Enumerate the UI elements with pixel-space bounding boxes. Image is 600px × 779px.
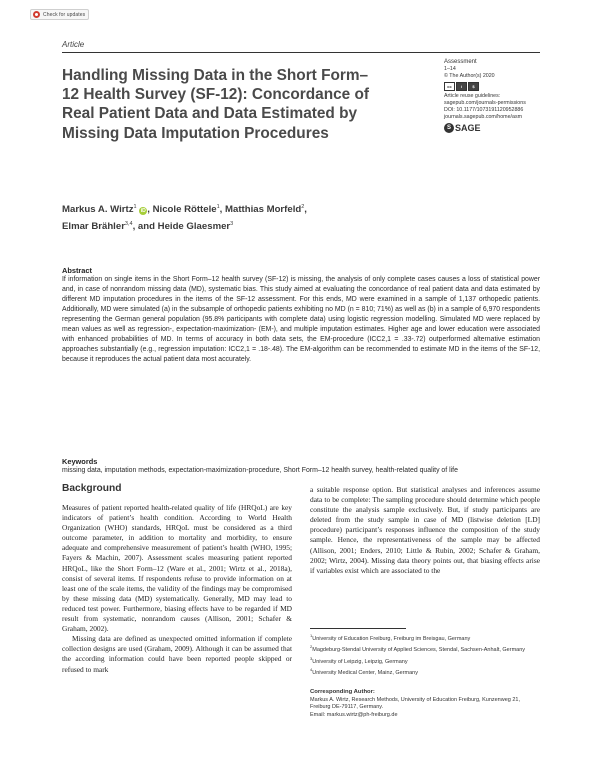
affiliation: $^2$Magdeburg-Stendal University of Applied Sciences, Stendal, Sachsen-Anhalt, Germany — [310, 644, 526, 654]
affiliation: $^3$University of Leipzig, Leipzig, Germany — [310, 655, 408, 665]
paper-title: Handling Missing Data in the Short Form–12 Health Survey (SF-12): Concordance of Real Patient Data and Data Estimated by Missing Data Imputation Procedures — [62, 67, 370, 142]
journal-home-link[interactable]: journals.sagepub.com/home/asm — [444, 114, 523, 120]
author-name: Markus A. Wirtz — [62, 204, 134, 215]
author-list: Markus A. Wirtz$^1$ iD , Nicole Röttele$^1$, Matthias Morfeld$^2$, Elmar Brähler$^{3,4}$, and Heide Glaesmer$^3$ — [62, 204, 307, 232]
update-icon — [33, 11, 40, 18]
author-affil: 2 — [301, 204, 305, 210]
affiliation: $^4$University Medical Center, Mainz, Germany — [310, 667, 418, 677]
footnote-rule — [310, 628, 406, 629]
check-for-updates-badge[interactable] — [30, 9, 89, 20]
affiliations — [310, 632, 540, 678]
publisher-name: SAGE — [455, 122, 481, 133]
journal-name: Assessment — [444, 59, 477, 65]
cc-icon: cc — [444, 82, 455, 91]
author-affil: 1 — [133, 204, 137, 210]
keywords-heading: Keywords — [62, 457, 98, 466]
keywords-text: missing data, imputation methods, expectation-maximization-procedure, Short Form–12 health survey, health-related quality of life — [62, 467, 458, 474]
reuse-guidelines: Article reuse guidelines: — [444, 93, 501, 99]
abstract-heading: Abstract — [62, 266, 92, 275]
author-affil: 1 — [216, 204, 220, 210]
author-affil: 3,4 — [124, 221, 133, 227]
abstract-text: If information on single items in the Short Form–12 health survey (SF-12) is missing, the analysis of only complete cases causes a loss of statistical power and, in case of nonrandom missing data (MD), systematic bias. This study aimed at evaluating the concordance of real patient data and data estimated by different MD imputation procedures in the items of the SF-12 assessment. For this ends, MD were examined in a sample of 1,137 orthopedic patients. Additionally, MD were simulated (a) in the subsample of orthopedic patients exhibiting no MD (n = 810; 71%) as well as (b) in a sample of 6,970 respondents representing the German general population (95.8% participants with complete data) using logistic regression modelling. Simulated MD were replaced by mean values as well as regression-, expectation-maximization- (EM-), and multiple imputation estimates. Higher age and lower education were associated with enhanced probabilities of MD. In terms of accuracy in both data sets, the EM-procedure (ICC2,1 = .33-.72) outperformed alternative estimation approaches substantially (e.g., regression imputation: ICC2,1 = .18-.48). The EM-algorithm can be recommended to estimate MD in the items of the SF-12, because it reproduces the actual patient data most accurately. — [62, 276, 540, 363]
cc-by-icon: i — [456, 82, 467, 91]
left-column — [62, 503, 292, 675]
background-para-1: Measures of patient reported health-related quality of life (HRQoL) are key indicators of patient’s health condition. According to World Health Organization (WHO) standards, HRQoL must be considered as a third outcome parameter, in addition to mortality and morbidity, to ensure adequate and comprehensive measurement of patient’s health (WHO, 1995; Fayers & Machin, 2007). Assessment scales measuring patient reported HRQoL, like the Short Form–12 (Ware et al., 2001; Wirtz et al., 2018a), consist of several items. If respondents refuse to provide information on at least one of the scale items, the validity of the findings may be compromised by these missing data (MD) systematically. Generally, MD may lead to reduced test power. Furthermore, biasing effects have to be regarded if MD result from systematic, nonrandom causes (Allison, 2001; Schafer & Graham, 2002). — [62, 503, 292, 634]
right-column — [310, 485, 540, 576]
corresponding-email[interactable]: Email: markus.wirtz@ph-freiburg.de — [310, 711, 398, 718]
page-range: 1–14 — [444, 66, 456, 72]
cc-license-icon — [444, 82, 554, 91]
author-affil: 3 — [230, 221, 234, 227]
journal-meta — [444, 59, 554, 133]
background-heading: Background — [62, 483, 122, 494]
permissions-link[interactable]: sagepub.com/journals-permissions — [444, 100, 526, 106]
doi[interactable]: DOI: 10.1177/1073191120952886 — [444, 107, 524, 113]
background-para-2: Missing data are defined as unexpected omitted information if complete collection designs are used (Graham, 2009). Although it can be assumed that the according information could have been reported people skipped or refused to mark — [62, 634, 292, 674]
article-label: Article — [62, 40, 85, 49]
affiliation: $^1$University of Education Freiburg, Freiburg im Breisgau, Germany — [310, 633, 471, 642]
top-rule — [62, 52, 540, 53]
cc-nc-icon: $ — [468, 82, 479, 91]
orcid-icon[interactable]: iD — [140, 208, 146, 214]
sage-icon: S — [444, 123, 454, 133]
author-name: Heide Glaesmer — [157, 221, 231, 232]
sage-logo — [444, 123, 554, 133]
author-name: Matthias Morfeld — [225, 204, 302, 215]
author-name: Elmar Brähler — [62, 221, 125, 232]
corresponding-heading: Corresponding Author: — [310, 689, 375, 695]
author-name: Nicole Röttele — [152, 204, 217, 215]
copyright: © The Author(s) 2020 — [444, 73, 495, 79]
background-para-3: a suitable response option. But statistical analyses and inferences assume data to be complete: The sampling procedure should determine which people constitute the analysis sample exclusively. But, if study participants are deleted from the study sample in case of MD (listwise deletion [LD] procedure) participant’s responses influence the composition of the study sample. Hence, the representativeness of the sample may be affected (Allison, 2001; Enders, 2010; Little & Rubin, 2002; Schafer & Graham, 2002; Wirtz, 2004). Missing data theory points out, that biasing effects arise if variables exist which are associated to the — [310, 485, 540, 575]
corresponding-author — [310, 689, 540, 719]
badge-text: Check for updates — [43, 11, 86, 18]
corresponding-address: Markus A. Wirtz, Research Methods, University of Education Freiburg, Kunzenweg 21, Freiburg DE-79117, Germany. — [310, 696, 521, 711]
